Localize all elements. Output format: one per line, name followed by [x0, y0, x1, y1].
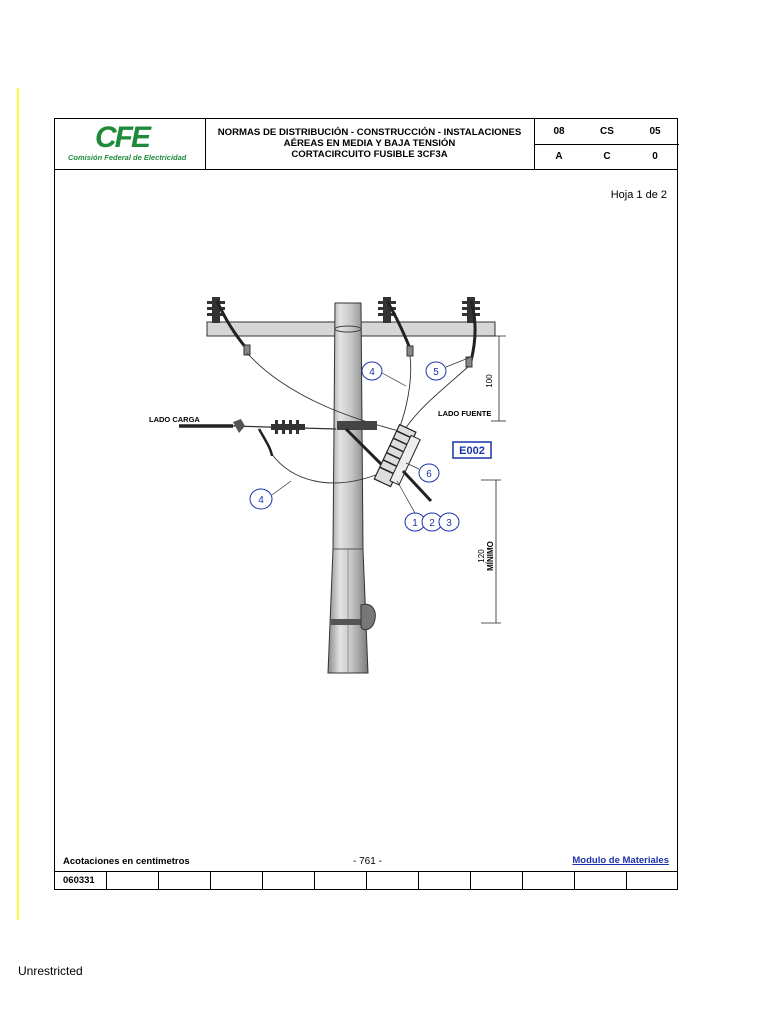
drop-jumper [259, 429, 272, 456]
dim-100-label: 100 [485, 374, 494, 388]
code-2-1: A [555, 151, 563, 162]
revision-cell [263, 872, 315, 890]
revision-cell [419, 872, 471, 890]
code-1-1: 08 [553, 126, 565, 137]
callout-3-text: 3 [446, 518, 452, 529]
fuse-cutout [374, 425, 422, 490]
revision-cell [159, 872, 211, 890]
title-line-1: NORMAS DE DISTRIBUCIÓN - CONSTRUCCIÓN - INSTALACIONES [217, 127, 522, 138]
revision-cell [575, 872, 627, 890]
cfe-logo: CFE [95, 121, 149, 154]
connector-center [407, 346, 413, 356]
revision-cell-date: 060331 [55, 872, 107, 890]
code-2-3: 0 [652, 151, 658, 162]
revision-cell [367, 872, 419, 890]
callout-4-lower-text: 4 [258, 495, 264, 506]
mounting-bracket [337, 421, 377, 430]
revision-cell [211, 872, 263, 890]
callout-1-text: 1 [412, 518, 418, 529]
revision-cell [107, 872, 159, 890]
footer-row [55, 851, 677, 872]
code-2-2: C [603, 151, 611, 162]
wire-loop-lower [271, 453, 381, 483]
callout-5-text: 5 [433, 367, 439, 378]
logo-subtitle: Comisión Federal de Electricidad [68, 153, 187, 162]
title-line-2: AÉREAS EN MEDIA Y BAJA TENSIÓN [283, 138, 456, 149]
yellow-margin-bar [17, 88, 19, 920]
revision-cell [315, 872, 367, 890]
wire-center-to-cutout [399, 356, 411, 429]
load-insulator [271, 420, 305, 434]
technical-drawing [55, 119, 676, 849]
revision-row [55, 872, 677, 890]
drawing-sheet [54, 118, 678, 890]
sheet-number: Hoja 1 de 2 [610, 189, 667, 201]
callout-4-upper-text: 4 [369, 367, 375, 378]
code-1-3: 05 [649, 126, 661, 137]
lower-hardware [361, 604, 375, 630]
lower-clamp [331, 619, 365, 625]
lado-fuente-label: LADO FUENTE [438, 409, 492, 418]
code-box-text: E002 [459, 445, 485, 457]
callout-2-text: 2 [429, 518, 435, 529]
title-line-3: CORTACIRCUITO FUSIBLE 3CF3A [291, 149, 448, 160]
classification-label: Unrestricted [18, 964, 83, 978]
insulator-right [462, 297, 480, 323]
revision-cell [471, 872, 523, 890]
units-note: Acotaciones en centimetros [63, 856, 190, 867]
revision-cell [627, 872, 676, 890]
dim-minimo-label: MÍNIMO [486, 541, 495, 571]
revision-cell [523, 872, 575, 890]
materials-link[interactable]: Modulo de Materiales [572, 855, 669, 866]
callout-6-text: 6 [426, 469, 432, 480]
lado-carga-label: LADO CARGA [149, 415, 200, 424]
code-1-2: CS [600, 126, 614, 137]
page-number: - 761 - [353, 856, 382, 867]
dim-120-label: 120 [477, 549, 486, 563]
